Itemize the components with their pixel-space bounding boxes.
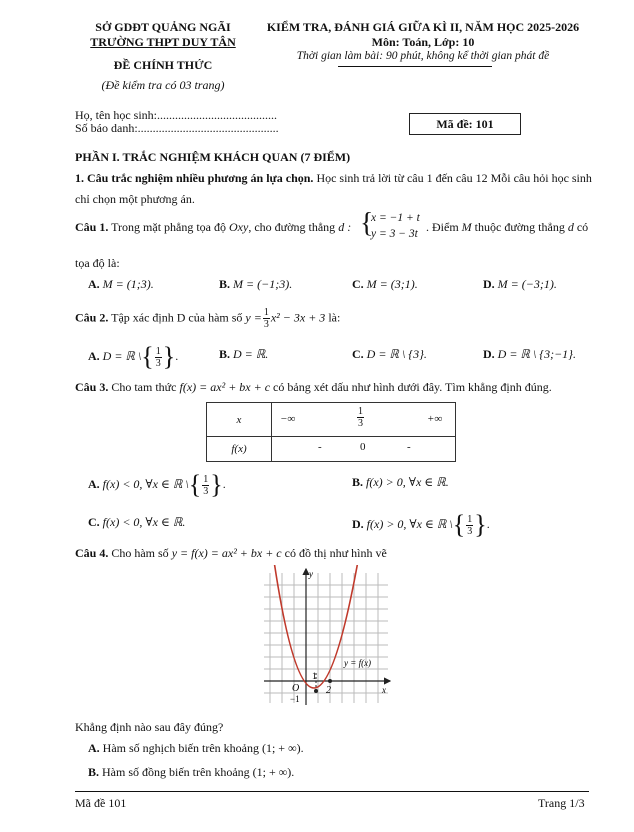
q1-c-label: C. bbox=[352, 277, 364, 291]
q2-a-den: 3 bbox=[155, 357, 161, 369]
question-3 bbox=[75, 380, 552, 395]
q1-d: d : bbox=[338, 220, 352, 234]
q1-option-d[interactable] bbox=[483, 277, 557, 292]
parabola-curve bbox=[274, 565, 358, 688]
q3-a-num: 1 bbox=[203, 473, 209, 485]
root-point bbox=[328, 679, 332, 683]
q1-option-c[interactable] bbox=[352, 277, 418, 292]
q1-text4: thuộc đường thẳng bbox=[471, 220, 568, 234]
graph-grid bbox=[264, 573, 388, 703]
q1-a-label: A. bbox=[88, 277, 100, 291]
graph-x-label: x bbox=[382, 685, 386, 695]
sign-table-sign-row bbox=[272, 437, 456, 462]
q1-oxy: Oxy bbox=[229, 220, 249, 234]
q3-d-frac bbox=[466, 514, 473, 537]
q3-a-frac bbox=[202, 474, 209, 497]
q1-d-text: M = (−3;1). bbox=[497, 277, 557, 291]
graph-minus-one-label: −1 bbox=[290, 694, 300, 704]
q4-option-a[interactable] bbox=[88, 741, 304, 756]
q2-option-a[interactable] bbox=[88, 342, 178, 372]
pos-inf: +∞ bbox=[427, 413, 443, 425]
q3-d-den: 3 bbox=[467, 525, 473, 537]
q3-c-text: f(x) < 0, ∀x ∈ ℝ. bbox=[102, 515, 186, 529]
q1-sys2: y = 3 − 3t bbox=[371, 228, 418, 240]
student-name-line[interactable]: Họ, tên học sinh:........................................ bbox=[75, 108, 277, 122]
q4-fn: y = f(x) = ax² + bx + c bbox=[171, 546, 282, 560]
q2-c-text: D = ℝ \ {3}. bbox=[366, 347, 427, 361]
q2-fn-post: x² − 3x + 3 bbox=[270, 310, 326, 325]
q2-fraction bbox=[263, 307, 270, 330]
q2-c-label: C. bbox=[352, 347, 364, 361]
sign-table-x: x bbox=[207, 403, 272, 437]
q4-question: Khẳng định nào sau đây đúng? bbox=[75, 720, 224, 734]
q3-b-label: B. bbox=[352, 475, 364, 489]
q1-c-text: M = (3;1). bbox=[366, 277, 418, 291]
root-fraction bbox=[357, 406, 364, 429]
q2-a-rbrace: } bbox=[162, 342, 176, 371]
exam-title: KIỂM TRA, ĐÁNH GIÁ GIỮA KÌ II, NĂM HỌC 2025-2026 bbox=[266, 20, 580, 34]
time-underline bbox=[338, 66, 492, 67]
q1-text: Trong mặt phẳng tọa độ bbox=[108, 220, 230, 234]
official-label: ĐỀ CHÍNH THỨC bbox=[113, 58, 213, 72]
q3-fx: f(x) = ax² + bx + c bbox=[179, 380, 271, 394]
q2-text: Tập xác định D của hàm số bbox=[108, 310, 246, 325]
q3-d-lbrace: { bbox=[452, 510, 466, 539]
q2-option-d[interactable] bbox=[483, 347, 576, 362]
q2-fn-pre: y = bbox=[245, 310, 262, 325]
instr-bold: 1. Câu trắc nghiệm nhiều phương án lựa chọn. bbox=[75, 171, 314, 185]
student-id-line[interactable]: Số báo danh:............................................... bbox=[75, 121, 279, 135]
q3-option-d[interactable] bbox=[352, 510, 490, 540]
q3-a-lbrace: { bbox=[188, 470, 202, 499]
q2-b-text: D = ℝ. bbox=[233, 347, 269, 361]
footer-rule bbox=[75, 791, 589, 792]
q1-label: Câu 1. bbox=[75, 220, 109, 234]
q1-line2: tọa độ là: bbox=[75, 256, 120, 270]
sign-left: - bbox=[318, 441, 322, 453]
q3-a-pre: f(x) < 0, ∀x ∈ ℝ \ bbox=[102, 476, 189, 491]
question-2 bbox=[75, 307, 340, 330]
q2-d-text: D = ℝ \ {3;−1}. bbox=[497, 347, 576, 361]
footer-page: Trang 1/3 bbox=[538, 796, 585, 810]
sign-table-x-row bbox=[272, 403, 456, 437]
q2-a-frac bbox=[155, 346, 162, 369]
q4-b-text: Hàm số đồng biến trên khoảng (1; + ∞). bbox=[102, 765, 295, 779]
q1-sys1: x = −1 + t bbox=[371, 212, 420, 224]
q3-d-post: . bbox=[486, 516, 490, 531]
sign-table bbox=[206, 402, 456, 462]
question-1 bbox=[75, 220, 351, 235]
q1-text2: , cho đường thẳng bbox=[248, 220, 339, 234]
q2-label: Câu 2. bbox=[75, 310, 109, 325]
sign-right: - bbox=[407, 441, 411, 453]
q3-c-label: C. bbox=[88, 515, 100, 529]
q1-text3: . Điểm bbox=[426, 220, 462, 234]
q1-M: M bbox=[461, 220, 472, 234]
root-num: 1 bbox=[358, 406, 363, 417]
function-graph bbox=[262, 565, 392, 707]
q3-d-num: 1 bbox=[467, 513, 473, 525]
q3-text2: có bảng xét dấu như hình dưới đây. Tìm khẳng định đúng. bbox=[270, 380, 552, 394]
question-1-tail bbox=[426, 220, 588, 235]
q2-a-label: A. bbox=[88, 348, 100, 363]
graph-y-label: y bbox=[309, 569, 313, 579]
q4-a-text: Hàm số nghịch biến trên khoảng (1; + ∞). bbox=[102, 741, 304, 755]
part1-instructions-line2: chỉ chọn một phương án. bbox=[75, 192, 195, 206]
graph-curve-label: y = f(x) bbox=[344, 658, 372, 668]
q3-option-a[interactable] bbox=[88, 470, 226, 500]
q3-a-label: A. bbox=[88, 476, 100, 491]
q4-text2: có đồ thị như hình vẽ bbox=[281, 546, 387, 560]
q2-option-c[interactable] bbox=[352, 347, 427, 362]
q2-b-label: B. bbox=[219, 347, 231, 361]
sign-zero: 0 bbox=[360, 441, 366, 453]
q3-text: Cho tam thức bbox=[108, 380, 180, 394]
q1-text5: có bbox=[573, 220, 589, 234]
part1-title: PHẦN I. TRẮC NGHIỆM KHÁCH QUAN (7 ĐIỂM) bbox=[75, 150, 351, 164]
q1-option-a[interactable] bbox=[88, 277, 154, 292]
q3-option-b[interactable] bbox=[352, 475, 449, 490]
q4-a-label: A. bbox=[88, 741, 100, 755]
q3-d-rbrace: } bbox=[474, 510, 487, 539]
q1-b-text: M = (−1;3). bbox=[233, 277, 293, 291]
instr-rest: Học sinh trả lời từ câu 1 đến câu 12 Mỗi câu hỏi học sinh bbox=[313, 171, 592, 185]
vertex-point bbox=[314, 689, 318, 693]
graph-origin-label: O bbox=[292, 683, 300, 694]
subject: Môn: Toán, Lớp: 10 bbox=[371, 35, 475, 49]
q3-a-post: . bbox=[222, 476, 226, 491]
exam-code-box: Mã đề: 101 bbox=[409, 113, 521, 135]
q1-a-text: M = (1;3). bbox=[102, 277, 154, 291]
q3-option-c[interactable] bbox=[88, 515, 185, 530]
q4-b-label: B. bbox=[88, 765, 100, 779]
q3-a-den: 3 bbox=[203, 485, 209, 497]
q2-text2: là: bbox=[325, 310, 341, 325]
graph-two-label: 2 bbox=[326, 685, 331, 696]
q1-d-label: D. bbox=[483, 277, 495, 291]
q1-brace: { bbox=[360, 208, 374, 239]
time-note: Thời gian làm bài: 90 phút, không kể thời gian phát đề bbox=[296, 50, 550, 62]
q2-a-lbrace: { bbox=[141, 342, 154, 371]
q2-frac-num: 1 bbox=[263, 307, 269, 318]
sign-table-fx: f(x) bbox=[207, 437, 272, 462]
q3-b-text: f(x) > 0, ∀x ∈ ℝ. bbox=[366, 475, 449, 489]
q4-text: Cho hàm số bbox=[108, 546, 172, 560]
q1-d2: d bbox=[567, 220, 574, 234]
department: SỞ GDĐT QUẢNG NGÃI bbox=[95, 20, 231, 34]
q2-a-num: 1 bbox=[155, 345, 161, 357]
neg-inf: −∞ bbox=[280, 413, 296, 425]
school-name: TRƯỜNG THPT DUY TÂN bbox=[90, 35, 236, 49]
q4-label: Câu 4. bbox=[75, 546, 109, 560]
q2-d-label: D. bbox=[483, 347, 495, 361]
part1-instructions bbox=[75, 171, 592, 186]
footer-code: Mã đề 101 bbox=[75, 796, 127, 810]
q1-option-b[interactable] bbox=[219, 277, 292, 292]
graph-one-label: 1 bbox=[312, 671, 317, 681]
root-den: 3 bbox=[358, 418, 363, 429]
q4-option-b[interactable] bbox=[88, 765, 294, 780]
q1-b-label: B. bbox=[219, 277, 231, 291]
q3-label: Câu 3. bbox=[75, 380, 109, 394]
q2-a-post: . bbox=[175, 348, 179, 363]
q2-option-b[interactable] bbox=[219, 347, 268, 362]
q2-a-pre: D = ℝ \ bbox=[102, 348, 142, 363]
question-4 bbox=[75, 546, 387, 561]
q3-a-rbrace: } bbox=[210, 470, 223, 499]
q3-d-label: D. bbox=[352, 516, 364, 531]
q3-d-pre: f(x) > 0, ∀x ∈ ℝ \ bbox=[366, 516, 453, 531]
q2-frac-den: 3 bbox=[263, 319, 269, 330]
pages-note: (Đề kiểm tra có 03 trang) bbox=[101, 78, 225, 92]
